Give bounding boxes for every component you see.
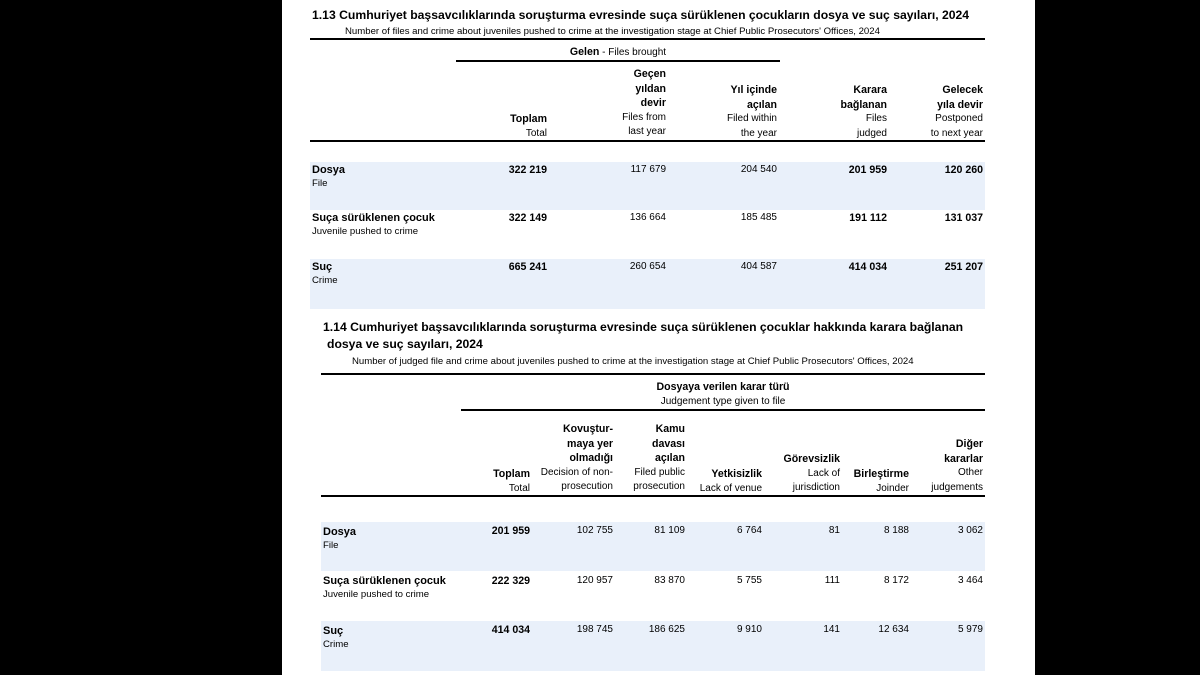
table-113-top-rule: [310, 38, 985, 40]
t113-file-last-year: 117 679: [630, 164, 666, 175]
t113-row-crime-label: Suç Crime: [312, 261, 338, 286]
t114-crime-joinder: 12 634: [878, 624, 909, 635]
t113-juvenile-postponed: 131 037: [944, 212, 983, 224]
t114-juvenile-lack-of-venue: 5 755: [736, 575, 762, 586]
t114-col-lack-of-jurisdiction: Görevsizlik Lack of jurisdiction: [783, 453, 840, 493]
table-113-title: 1.13 Cumhuriyet başsavcılıklarında soruşturma evresinde suça sürüklenen çocukların dosya ve suç sayıları, 2024: [312, 8, 970, 22]
t113-col-postponed: Gelecek yıla devir Postponed to next year: [930, 84, 983, 139]
t113-col-filed-within-year: Yıl içinde açılan Filed within the year: [726, 84, 777, 139]
t114-file-lack-of-venue: 6 764: [736, 525, 762, 536]
t114-file-other: 3 062: [957, 525, 983, 536]
t114-col-joinder: Birleştirme Joinder: [853, 468, 909, 494]
t114-crime-total: 414 034: [491, 624, 530, 636]
t113-file-within-year: 204 540: [740, 164, 777, 175]
document-page: [282, 0, 1035, 675]
t113-crime-judged: 414 034: [848, 261, 887, 273]
table-114-subtitle: Number of judged file and crime about juveniles pushed to crime at the investigation stage at Chief Public Prosecutors' Offices, 2024: [352, 356, 914, 367]
t113-juvenile-within-year: 185 485: [740, 212, 777, 223]
table-113-group-header: Gelen - Files brought: [569, 46, 667, 58]
table-113-header-rule: [310, 140, 985, 142]
t114-row-crime-label: Suç Crime: [323, 625, 349, 650]
t113-juvenile-judged: 191 112: [849, 212, 887, 224]
table-114-group-header: Dosyaya verilen karar türü Judgement type given to file: [656, 381, 790, 407]
t113-file-postponed: 120 260: [944, 164, 983, 176]
table-114-header-rule: [321, 495, 985, 497]
t114-col-non-prosecution: Kovuştur- maya yer olmadığı Decision of non- prosecution: [540, 423, 613, 492]
t113-col-judged: Karara bağlanan Files judged: [840, 84, 887, 139]
t114-juvenile-other: 3 464: [957, 575, 983, 586]
t114-row-file-label: Dosya File: [323, 526, 357, 551]
table-114-group-rule: [461, 409, 985, 411]
t114-col-total: Toplam Total: [493, 468, 530, 494]
t114-file-non-prosecution: 102 755: [576, 525, 613, 536]
t114-juvenile-public-prosecution: 83 870: [654, 575, 685, 586]
t114-crime-non-prosecution: 198 745: [576, 624, 613, 635]
t113-row-file-label: Dosya File: [312, 164, 346, 189]
table-113-subtitle: Number of files and crime about juveniles pushed to crime at the investigation stage at Chief Public Prosecutors' Offices, 2024: [345, 26, 880, 37]
table-113-group-rule: [456, 60, 780, 62]
t114-juvenile-non-prosecution: 120 957: [576, 575, 613, 586]
t113-crime-last-year: 260 654: [629, 261, 666, 272]
t113-crime-postponed: 251 207: [944, 261, 983, 273]
t114-row-juvenile-label: Suça sürüklenen çocuk Juvenile pushed to crime: [323, 575, 446, 600]
t114-col-lack-of-venue: Yetkisizlik Lack of venue: [699, 468, 762, 494]
table-114-top-rule: [321, 373, 985, 375]
t114-crime-lack-of-jurisdiction: 141: [823, 624, 840, 635]
t113-file-judged: 201 959: [848, 164, 887, 176]
t114-crime-other: 5 979: [957, 624, 983, 635]
t114-col-other: Diğer kararlar Other judgements: [931, 438, 983, 493]
t113-file-total: 322 219: [508, 164, 547, 176]
table-114-title-line1: 1.14 Cumhuriyet başsavcılıklarında soruşturma evresinde suça sürüklenen çocuklar hakkında karara bağlanan: [323, 320, 964, 334]
t114-col-public-prosecution: Kamu davası açılan Filed public prosecution: [633, 423, 685, 492]
t114-juvenile-lack-of-jurisdiction: 111: [824, 575, 840, 586]
t114-crime-public-prosecution: 186 625: [648, 624, 685, 635]
t114-file-lack-of-jurisdiction: 81: [828, 525, 840, 536]
t113-row-juvenile-label: Suça sürüklenen çocuk Juvenile pushed to crime: [312, 212, 435, 237]
t114-juvenile-total: 222 329: [491, 575, 530, 587]
t113-crime-within-year: 404 587: [740, 261, 777, 272]
table-114-title-line2: dosya ve suç sayıları, 2024: [327, 337, 483, 351]
t114-file-joinder: 8 188: [883, 525, 909, 536]
t113-col-total: Toplam Total: [510, 113, 547, 139]
t114-file-total: 201 959: [491, 525, 530, 537]
t114-crime-lack-of-venue: 9 910: [736, 624, 762, 635]
t114-file-public-prosecution: 81 109: [654, 525, 685, 536]
t114-juvenile-joinder: 8 172: [883, 575, 909, 586]
t113-juvenile-total: 322 149: [508, 212, 547, 224]
t113-juvenile-last-year: 136 664: [629, 212, 666, 223]
t113-col-from-last-year: Geçen yıldan devir Files from last year: [622, 68, 666, 137]
t113-crime-total: 665 241: [508, 261, 547, 273]
